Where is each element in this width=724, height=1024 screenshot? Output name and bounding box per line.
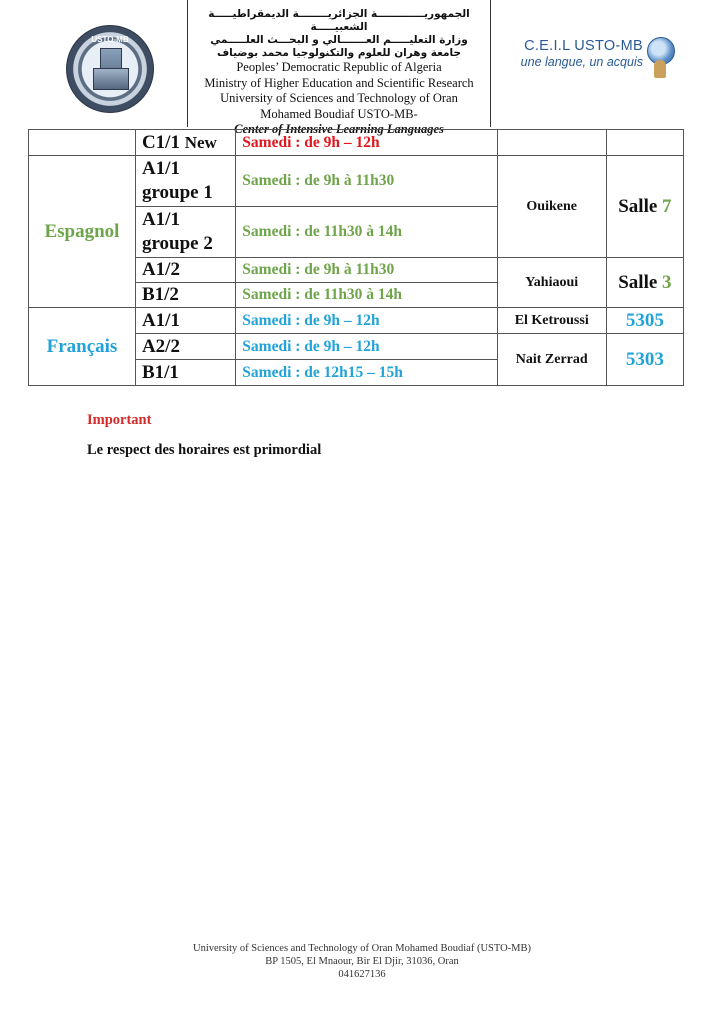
room-number: 3 bbox=[662, 271, 672, 293]
important-heading: Important bbox=[87, 412, 152, 428]
room-number: 5303 bbox=[606, 334, 683, 386]
room-number: 7 bbox=[662, 195, 672, 217]
table-row bbox=[29, 156, 684, 207]
arabic-line-3: جامعة وهران للعلوم والتكنولوجيا محمد بوضياف bbox=[216, 47, 462, 59]
level-cell: B1/1 bbox=[135, 360, 235, 386]
teacher-cell: Yahiaoui bbox=[497, 258, 606, 308]
language-francais: Français bbox=[29, 308, 136, 386]
time-cell: Samedi : de 9h – 12h bbox=[236, 308, 497, 334]
group-text: groupe 2 bbox=[141, 233, 213, 254]
table-row bbox=[29, 130, 684, 156]
room-number: 5305 bbox=[606, 308, 683, 334]
arabic-line-1: الجمهوريـــــــــــــة الجزائريــــــــة الديمقراطيـــــة الشعبيـــــة bbox=[208, 8, 470, 33]
language-espagnol: Espagnol bbox=[29, 156, 136, 308]
room-cell bbox=[606, 156, 683, 258]
ceil-logo bbox=[517, 38, 643, 69]
time-cell: Samedi : de 11h30 à 14h bbox=[236, 283, 497, 308]
level-cell: A1/2 bbox=[135, 258, 235, 283]
new-tag: New bbox=[184, 132, 217, 152]
level-cell bbox=[135, 207, 235, 258]
person-icon bbox=[654, 60, 666, 78]
time-cell: Samedi : de 9h – 12h bbox=[236, 130, 497, 156]
usto-logo bbox=[66, 25, 154, 113]
level-cell: B1/2 bbox=[135, 283, 235, 308]
page-footer bbox=[0, 942, 724, 981]
level-cell: A1/1 bbox=[135, 308, 235, 334]
teacher-cell: Nait Zerrad bbox=[497, 334, 606, 386]
time-cell: Samedi : de 11h30 à 14h bbox=[236, 207, 497, 258]
ceil-logo-slogan: une langue, un acquis bbox=[520, 55, 643, 69]
level-cell: A2/2 bbox=[135, 334, 235, 360]
ceil-logo-title: C.E.I.L USTO-MB bbox=[524, 38, 643, 54]
table-row bbox=[29, 308, 684, 334]
empty-cell bbox=[497, 130, 606, 156]
country-line: Peoples’ Democratic Republic of Algeria bbox=[236, 60, 442, 74]
footer-line-1: University of Sciences and Technology of Oran Mohamed Boudiaf (USTO-MB) bbox=[192, 943, 532, 954]
empty-cell bbox=[606, 130, 683, 156]
level-text: C1/1 bbox=[141, 131, 180, 153]
group-text: groupe 1 bbox=[141, 182, 213, 203]
level-text: A1/1 bbox=[141, 158, 180, 179]
footer-line-2: BP 1505, El Mnaour, Bir El Djir, 31036, Oran bbox=[265, 956, 459, 967]
level-cell bbox=[135, 130, 235, 156]
footer-line-3: 041627136 bbox=[338, 969, 386, 980]
level-text: A1/1 bbox=[141, 209, 180, 230]
university-name-line: Mohamed Boudiaf USTO-MB- bbox=[260, 106, 418, 121]
time-cell: Samedi : de 12h15 – 15h bbox=[236, 360, 497, 386]
empty-cell bbox=[29, 130, 136, 156]
room-label: Salle bbox=[618, 195, 658, 217]
ministry-line: Ministry of Higher Education and Scientific Research bbox=[204, 75, 474, 90]
room-label: Salle bbox=[618, 271, 658, 293]
arabic-line-2: وزارة التعليـــــم العـــــــالي و البحـــث العلـــــمي bbox=[210, 34, 468, 46]
teacher-cell: Ouikene bbox=[497, 156, 606, 258]
time-cell: Samedi : de 9h à 11h30 bbox=[236, 156, 497, 207]
time-cell: Samedi : de 9h – 12h bbox=[236, 334, 497, 360]
teacher-cell: El Ketroussi bbox=[497, 308, 606, 334]
room-cell bbox=[606, 258, 683, 308]
schedule-table bbox=[28, 129, 684, 386]
time-cell: Samedi : de 9h à 11h30 bbox=[236, 258, 497, 283]
usto-logo-text: USTO-MB bbox=[91, 35, 129, 44]
institution-header bbox=[187, 0, 491, 136]
important-text: Le respect des horaires est primordial bbox=[87, 442, 322, 458]
building-base-icon bbox=[93, 68, 129, 90]
level-cell bbox=[135, 156, 235, 207]
center-name: Center of Intensive Learning Languages bbox=[234, 122, 444, 136]
university-line: University of Sciences and Technology of Oran bbox=[220, 91, 458, 105]
